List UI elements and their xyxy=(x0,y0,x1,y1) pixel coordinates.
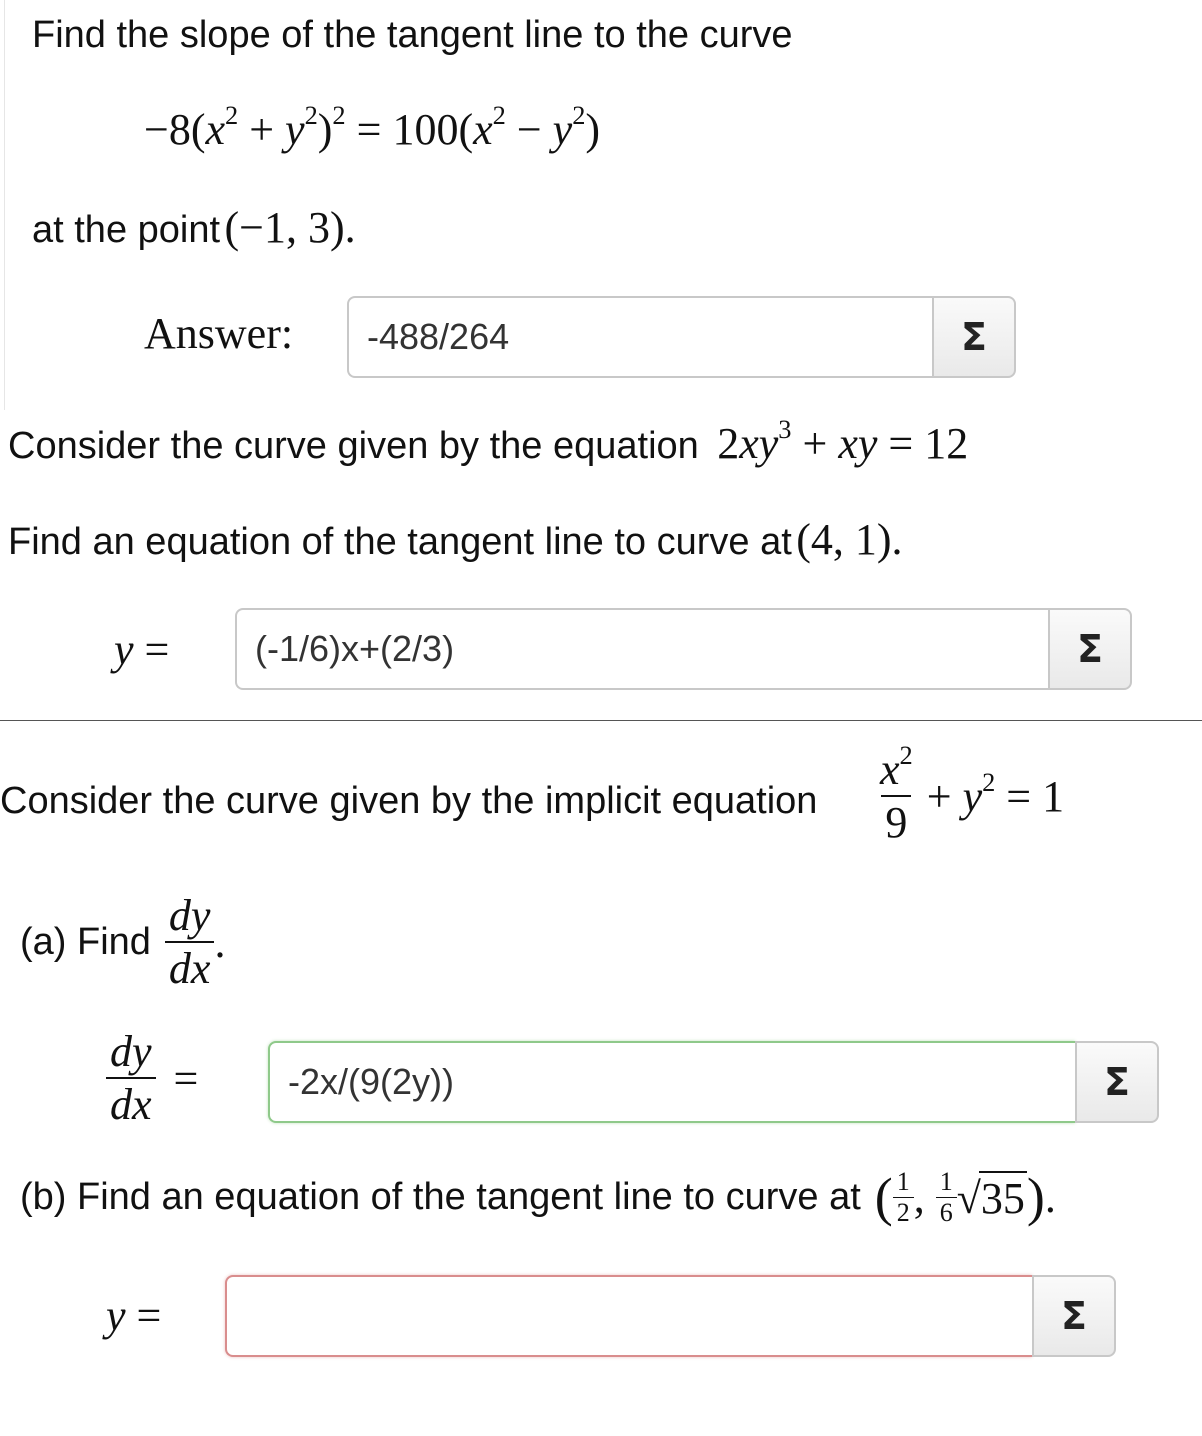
problem2-find-line xyxy=(8,514,903,565)
sigma-icon[interactable]: Σ xyxy=(932,296,1016,378)
part-a-answer-row xyxy=(268,1041,1159,1123)
problem1-point-line xyxy=(32,202,356,253)
problem3-prompt: Consider the curve given by the implicit equation xyxy=(0,780,818,822)
answer-label: Answer: xyxy=(144,309,294,358)
problem1-point-prefix: at the point xyxy=(32,209,221,251)
part-a-answer-input[interactable] xyxy=(268,1041,1075,1123)
part-b-answer-row xyxy=(225,1275,1116,1357)
problem2-point: (4, 1). xyxy=(796,515,903,564)
problem1-point: (−1, 3). xyxy=(224,203,356,252)
part-b-point: ( $\frac{1}{2}$ , $\frac{1}{6}$ √35 ) . xyxy=(874,1166,1056,1227)
problem1-answer-input[interactable] xyxy=(347,296,932,378)
sigma-icon[interactable]: Σ xyxy=(1048,608,1132,690)
problem1-answer-row xyxy=(347,296,1016,378)
problem2-answer-input[interactable] xyxy=(235,608,1048,690)
problem2-prompt-line xyxy=(8,414,969,469)
dydx-equals-label: $\frac{dy}{dx}$ = xyxy=(106,1026,198,1130)
section-divider xyxy=(0,720,1202,721)
sigma-icon[interactable]: Σ xyxy=(1032,1275,1116,1357)
problem2-prompt: Consider the curve given by the equation xyxy=(8,425,699,467)
part-a-label: (a) Find xyxy=(20,920,151,963)
problem1-equation: $-8(x^2 + y^2)^2 = 100(x^2 - y^2)$ xyxy=(144,100,601,154)
part-a-line: (a) Find $\frac{dy}{dx}$ . xyxy=(20,891,226,993)
y-equals-label: y = xyxy=(114,625,170,674)
problem3-equation: $\frac{x^2}{9}$ + $y^2 = 1$ xyxy=(880,740,1065,847)
problem1-prompt: Find the slope of the tangent line to the curve xyxy=(32,14,793,56)
left-border xyxy=(4,0,5,410)
part-b-line xyxy=(20,1166,1056,1228)
y-equals-label: y = xyxy=(106,1291,162,1340)
part-b-text: (b) Find an equation of the tangent line to curve at xyxy=(20,1175,861,1218)
problem2-find-text: Find an equation of the tangent line to curve at xyxy=(8,521,792,563)
part-b-answer-input[interactable] xyxy=(225,1275,1032,1357)
sigma-icon[interactable]: Σ xyxy=(1075,1041,1159,1123)
problem2-answer-row xyxy=(235,608,1132,690)
problem2-equation: $2xy^3$ + xy = 12 xyxy=(717,414,969,468)
